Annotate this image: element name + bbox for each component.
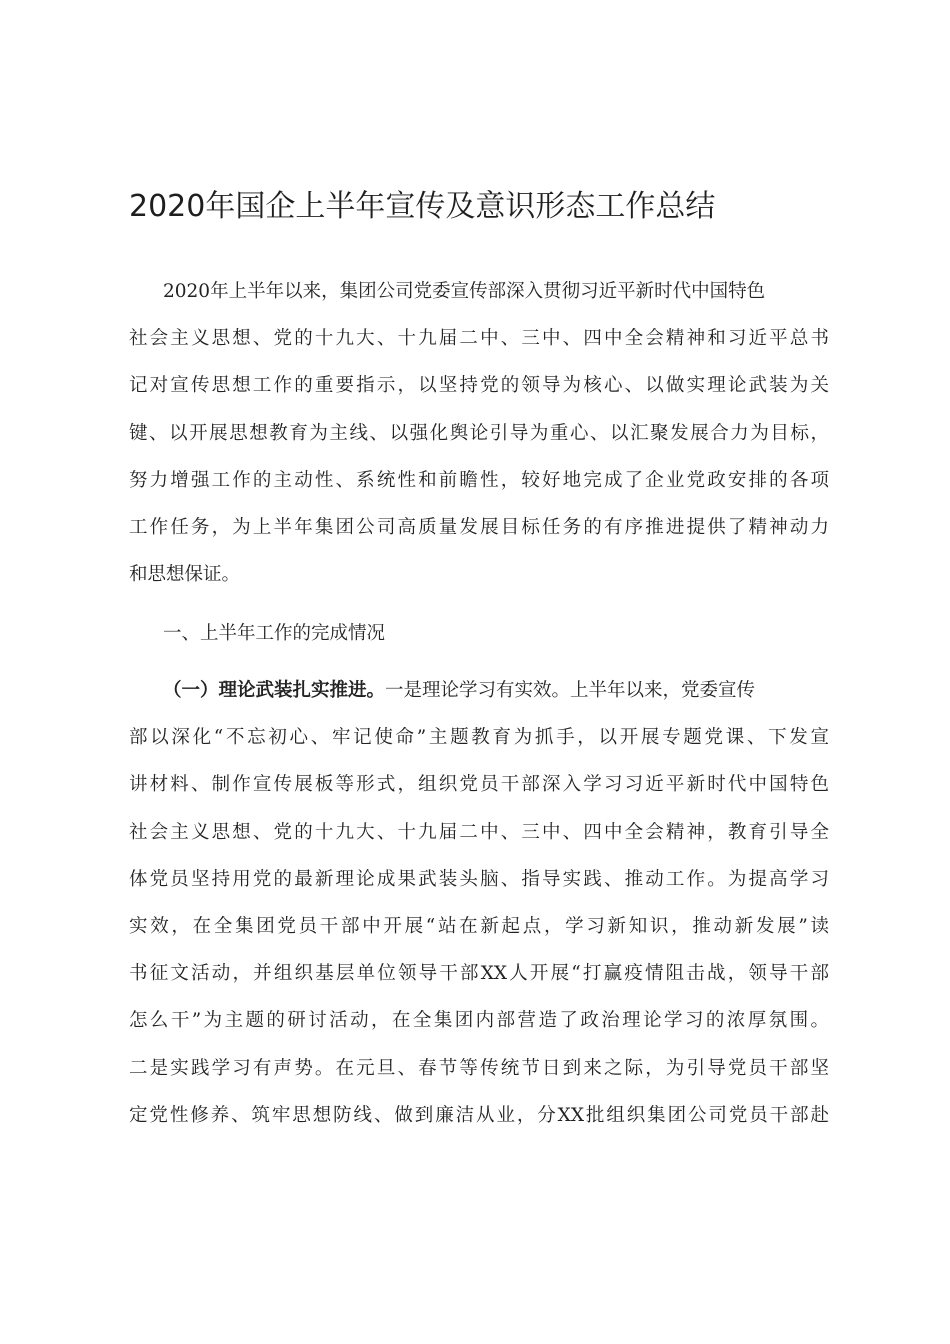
subsection-paragraph xyxy=(129,667,829,1139)
intro-line: 2020年上半年以来，集团公司党委宣传部深入贯彻习近平新时代中国特色 xyxy=(163,281,766,302)
subsection-line: 怎么干”为主题的研讨活动，在全集团内部营造了政治理论学习的浓厚氛围。 xyxy=(129,1010,829,1032)
document-title: 2020年国企上半年宣传及意识形态工作总结 xyxy=(129,189,716,224)
subsection-line: 部以深化“不忘初心、牢记使命”主题教育为抓手，以开展专题党课、下发宣 xyxy=(129,727,829,749)
subsection-line: 社会主义思想、党的十九大、十九届二中、三中、四中全会精神，教育引导全 xyxy=(129,821,829,843)
section-heading: 一、上半年工作的完成情况 xyxy=(163,623,386,644)
intro-line: 和思想保证。 xyxy=(129,564,241,586)
subsection-line: 讲材料、制作宣传展板等形式，组织党员干部深入学习习近平新时代中国特色 xyxy=(129,774,829,796)
intro-paragraph xyxy=(129,268,829,598)
intro-line: 工作任务，为上半年集团公司高质量发展目标任务的有序推进提供了精神动力 xyxy=(129,516,829,538)
intro-line: 努力增强工作的主动性、系统性和前瞻性，较好地完成了企业党政安排的各项 xyxy=(129,469,829,491)
subsection-line: 实效，在全集团党员干部中开展“站在新起点，学习新知识，推动新发展”读 xyxy=(129,915,829,937)
intro-line: 键、以开展思想教育为主线、以强化舆论引导为重心、以汇聚发展合力为目标， xyxy=(129,422,829,444)
subsection-line: 体党员坚持用党的最新理论成果武装头脑、指导实践、推动工作。为提高学习 xyxy=(129,868,829,890)
subsection-first-line xyxy=(129,667,829,714)
subsection-lead: （一）理论武装扎实推进。 xyxy=(163,680,386,701)
intro-line: 社会主义思想、党的十九大、十九届二中、三中、四中全会精神和习近平总书 xyxy=(129,328,829,350)
intro-line: 记对宣传思想工作的重要指示，以坚持党的领导为核心、以做实理论武装为关 xyxy=(129,375,829,397)
subsection-line: 书征文活动，并组织基层单位领导干部XX人开展“打赢疫情阻击战，领导干部 xyxy=(129,963,829,985)
subsection-line: 二是实践学习有声势。在元旦、春节等传统节日到来之际，为引导党员干部坚 xyxy=(129,1057,829,1079)
subsection-first-line-text: 一是理论学习有实效。上半年以来，党委宣传 xyxy=(385,680,756,701)
subsection-line: 定党性修养、筑牢思想防线、做到廉洁从业，分XX批组织集团公司党员干部赴 xyxy=(129,1104,829,1126)
